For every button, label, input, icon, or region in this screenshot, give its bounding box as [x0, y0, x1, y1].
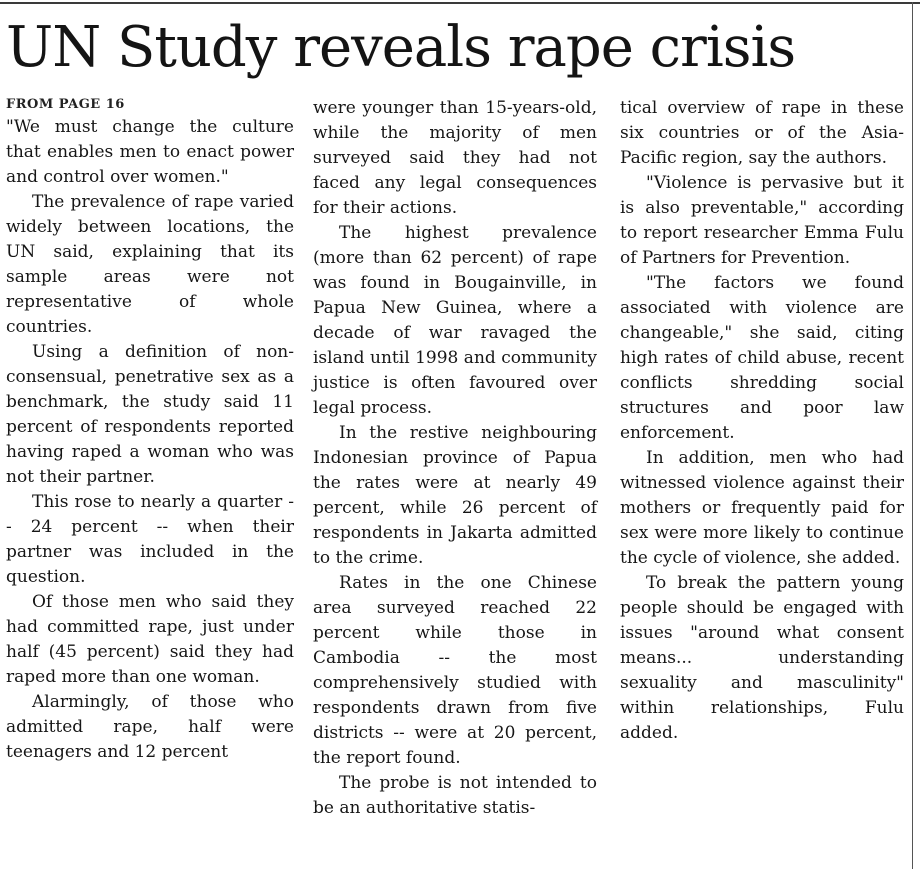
paragraph: Of those men who said they had committed rape, just under half (45 percent) said they had raped more than one woman.	[6, 592, 294, 687]
jump-line: FROM PAGE 16	[6, 97, 125, 112]
paragraph: The probe is not intended to be an authoritative statis-	[313, 773, 597, 818]
article-column-2	[313, 96, 597, 821]
paragraph: "The factors we found associated with violence are changeable," she said, citing high rates of child abuse, recent conflicts shredding social structures and poor law enforcement.	[620, 273, 904, 443]
headline: UN Study reveals rape crisis	[6, 15, 796, 80]
paragraph: The prevalence of rape varied widely between locations, the UN said, explaining that its sample areas were not representative of whole countries.	[6, 192, 294, 337]
paragraph: This rose to nearly a quarter -- 24 percent -- when their partner was included in the question.	[6, 492, 294, 587]
paragraph: To break the pattern young people should be engaged with issues "around what consent means... understanding sexuality and masculinity" within relationships, Fulu added.	[620, 573, 904, 743]
paragraph: In addition, men who had witnessed violence against their mothers or frequently paid for sex were more likely to continue the cycle of violence, she added.	[620, 448, 904, 568]
paragraph: "Violence is pervasive but it is also preventable," according to report researcher Emma Fulu of Partners for Prevention.	[620, 173, 904, 268]
paragraph: "We must change the culture that enables men to enact power and control over women."	[6, 117, 294, 187]
top-rule	[0, 2, 920, 4]
article-column-1	[6, 96, 294, 765]
column-edge-rule	[912, 2, 913, 869]
paragraph-continued: were younger than 15-years-old, while the majority of men surveyed said they had not faced any legal consequences for their actions.	[313, 98, 597, 218]
paragraph-continued: tical overview of rape in these six countries or of the Asia-Pacific region, say the authors.	[620, 98, 904, 168]
paragraph: Using a definition of non-consensual, penetrative sex as a benchmark, the study said 11 percent of respondents reported having raped a woman who was not their partner.	[6, 342, 294, 487]
paragraph: Rates in the one Chinese area surveyed reached 22 percent while those in Cambodia -- the most comprehensively studied with respondents drawn from five districts -- were at 20 percent, the report found.	[313, 573, 597, 768]
paragraph: In the restive neighbouring Indonesian province of Papua the rates were at nearly 49 percent, while 26 percent of respondents in Jakarta admitted to the crime.	[313, 423, 597, 568]
paragraph: The highest prevalence (more than 62 percent) of rape was found in Bougainville, in Papua New Guinea, where a decade of war ravaged the island until 1998 and community justice is often favoured over legal process.	[313, 223, 597, 418]
paragraph: Alarmingly, of those who admitted rape, half were teenagers and 12 percent	[6, 692, 294, 762]
article-column-3	[620, 96, 904, 746]
